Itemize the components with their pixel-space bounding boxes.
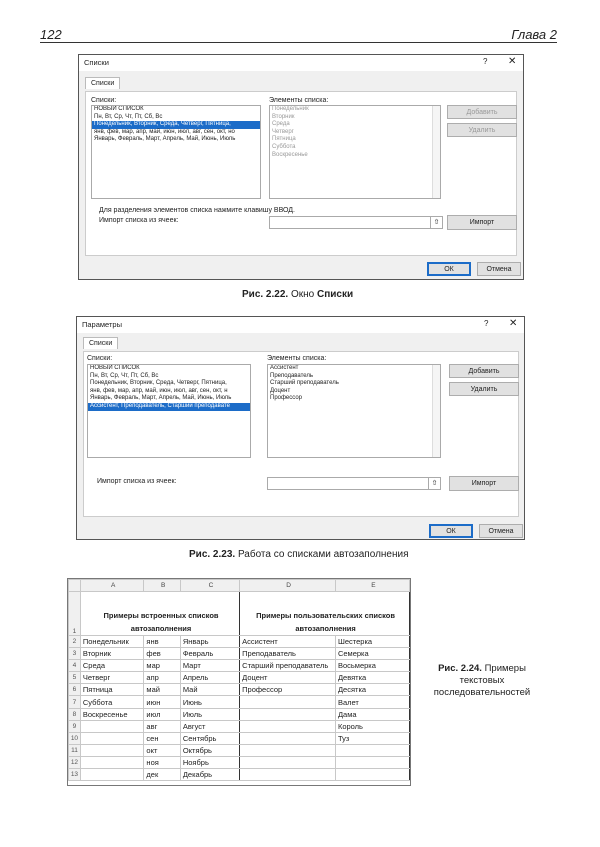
table-row — [69, 636, 410, 648]
close-icon[interactable]: ✕ — [509, 318, 518, 329]
table-cell[interactable]: окт — [144, 744, 180, 756]
table-cell[interactable]: Суббота — [80, 696, 144, 708]
table-cell[interactable]: Июль — [180, 708, 239, 720]
list-item[interactable]: Понедельник, Вторник, Среда, Четверг, Пятница, — [90, 380, 227, 387]
table-cell[interactable] — [240, 769, 336, 781]
table-cell[interactable]: Февраль — [180, 648, 239, 660]
import-range-input[interactable] — [269, 216, 443, 229]
table-cell[interactable] — [240, 708, 336, 720]
table-cell[interactable] — [80, 744, 144, 756]
row-header[interactable]: 2 — [69, 636, 81, 648]
list-item[interactable]: Пятница — [272, 136, 296, 143]
table-row — [69, 696, 410, 708]
list-item[interactable]: Ассистент, Преподаватель, Старший преподавате — [88, 403, 250, 411]
import-button[interactable]: Импорт — [447, 215, 517, 230]
figure-caption — [242, 289, 353, 300]
caption-text: Работа со списками автозаполнения — [235, 549, 409, 560]
ok-button[interactable]: ОК — [429, 524, 473, 538]
table-cell[interactable]: Сентябрь — [180, 732, 239, 744]
row-header[interactable]: 10 — [69, 732, 81, 744]
table-cell[interactable]: Вторник — [80, 648, 144, 660]
table-cell[interactable]: Четверг — [80, 672, 144, 684]
table-cell[interactable]: Туз — [335, 732, 409, 744]
table-row — [69, 769, 410, 781]
row-header[interactable]: 5 — [69, 672, 81, 684]
table-cell[interactable]: ноя — [144, 756, 180, 768]
table-cell[interactable]: май — [144, 684, 180, 696]
table-cell[interactable]: Десятка — [335, 684, 409, 696]
tab-lists[interactable]: Списки — [85, 77, 120, 89]
table-cell[interactable]: сен — [144, 732, 180, 744]
collapse-icon[interactable]: ⇧ — [430, 217, 442, 228]
list-item[interactable]: Старший преподаватель — [270, 380, 339, 387]
table-cell[interactable] — [240, 744, 336, 756]
list-item[interactable]: Ассистент — [270, 365, 299, 371]
row-header[interactable]: 1 — [69, 592, 81, 636]
table-cell[interactable]: Восьмерка — [335, 660, 409, 672]
table-cell[interactable]: июн — [144, 696, 180, 708]
add-button[interactable]: Добавить — [447, 105, 517, 119]
list-item[interactable]: янв, фев, мар, апр, май, июн, июл, авг, сен, окт, но — [94, 128, 235, 135]
table-row — [69, 744, 410, 756]
column-header[interactable]: E — [335, 580, 409, 592]
list-item[interactable]: Январь, Февраль, Март, Апрель, Май, Июнь, Июль — [90, 395, 232, 402]
lists-label: Списки: — [91, 97, 117, 104]
table-cell[interactable]: Октябрь — [180, 744, 239, 756]
table-cell[interactable] — [80, 720, 144, 732]
list-item[interactable]: Пн, Вт, Ср, Чт, Пт, Сб, Вс — [94, 113, 163, 120]
dialog-titlebar — [77, 317, 524, 333]
custom-lists-listbox[interactable] — [91, 105, 261, 199]
spreadsheet-grid — [68, 579, 410, 781]
collapse-icon[interactable]: ⇧ — [428, 478, 440, 489]
table-cell[interactable]: Ассистент — [240, 636, 336, 648]
header-rule — [40, 42, 557, 43]
table-cell[interactable]: Валет — [335, 696, 409, 708]
chapter-title: Глава 2 — [511, 27, 557, 42]
table-cell[interactable]: Июнь — [180, 696, 239, 708]
column-header[interactable]: C — [180, 580, 239, 592]
table-cell[interactable]: Январь — [180, 636, 239, 648]
table-cell[interactable]: Доцент — [240, 672, 336, 684]
table-cell[interactable]: Семерка — [335, 648, 409, 660]
list-item[interactable]: Суббота — [272, 143, 296, 150]
table-cell[interactable]: Шестерка — [335, 636, 409, 648]
row-header[interactable]: 3 — [69, 648, 81, 660]
list-item[interactable]: НОВЫЙ СПИСОК — [94, 106, 144, 112]
list-item[interactable]: Понедельник, Вторник, Среда, Четверг, Пятница, — [92, 121, 260, 129]
cancel-button[interactable]: Отмена — [477, 262, 521, 276]
delete-button[interactable]: Удалить — [449, 382, 519, 396]
table-cell[interactable]: Понедельник — [80, 636, 144, 648]
table-cell[interactable] — [80, 732, 144, 744]
table-cell[interactable]: дек — [144, 769, 180, 781]
table-cell[interactable]: Дама — [335, 708, 409, 720]
table-row — [69, 732, 410, 744]
caption-number: Рис. 2.22. — [242, 289, 289, 300]
table-row — [69, 648, 410, 660]
list-item[interactable]: Профессор — [270, 395, 303, 402]
column-header[interactable]: A — [80, 580, 144, 592]
page-number: 122 — [40, 27, 62, 42]
table-cell[interactable] — [240, 756, 336, 768]
row-header[interactable]: 13 — [69, 769, 81, 781]
table-row — [69, 672, 410, 684]
table-cell[interactable]: авг — [144, 720, 180, 732]
table-cell[interactable]: Ноябрь — [180, 756, 239, 768]
builtin-lists-header: Примеры встроенных списков автозаполнения — [80, 592, 239, 636]
column-header[interactable]: B — [144, 580, 180, 592]
custom-lists-header: Примеры пользовательских списков автозаполнения — [240, 592, 410, 636]
dialog-title: Параметры — [82, 320, 122, 329]
figure-caption — [189, 549, 409, 560]
list-item[interactable]: янв, фев, мар, апр, май, июн, июл, авг, сен, окт, н — [90, 387, 228, 394]
table-cell[interactable]: Декабрь — [180, 769, 239, 781]
cancel-button[interactable]: Отмена — [479, 524, 523, 538]
table-row — [69, 684, 410, 696]
table-cell[interactable]: апр — [144, 672, 180, 684]
help-icon[interactable]: ? — [484, 319, 489, 328]
list-item[interactable]: Пн, Вт, Ср, Чт, Пт, Сб, Вс — [90, 372, 159, 379]
table-cell[interactable]: Девятка — [335, 672, 409, 684]
table-cell[interactable]: фев — [144, 648, 180, 660]
caption-text: Окно — [288, 289, 317, 300]
table-cell[interactable]: Август — [180, 720, 239, 732]
parameters-dialog — [76, 316, 525, 540]
close-icon[interactable]: ✕ — [508, 56, 517, 67]
list-entries-box[interactable] — [269, 105, 441, 199]
dialog-titlebar — [79, 55, 523, 71]
table-cell[interactable]: июл — [144, 708, 180, 720]
row-header[interactable]: 7 — [69, 696, 81, 708]
table-cell[interactable] — [240, 720, 336, 732]
spreadsheet — [67, 578, 411, 786]
table-cell[interactable]: Среда — [80, 660, 144, 672]
tab-lists[interactable]: Списки — [83, 337, 118, 349]
delete-button[interactable]: Удалить — [447, 123, 517, 137]
help-icon[interactable]: ? — [483, 57, 488, 66]
table-cell[interactable] — [80, 756, 144, 768]
caption-number: Рис. 2.23. — [189, 549, 236, 560]
table-cell[interactable]: мар — [144, 660, 180, 672]
list-item[interactable]: НОВЫЙ СПИСОК — [90, 365, 140, 371]
table-row — [69, 756, 410, 768]
list-item[interactable]: Среда — [272, 121, 290, 128]
import-range-input[interactable] — [267, 477, 441, 490]
table-cell[interactable]: Старший преподаватель — [240, 660, 336, 672]
list-entries-box[interactable] — [267, 364, 441, 458]
lists-label: Списки: — [87, 355, 113, 362]
list-item[interactable]: Январь, Февраль, Март, Апрель, Май, Июнь, Июль — [94, 136, 236, 143]
list-item[interactable]: Воскресенье — [272, 151, 308, 158]
table-cell[interactable] — [240, 696, 336, 708]
import-button[interactable]: Импорт — [449, 476, 519, 491]
list-item[interactable]: Преподаватель — [270, 372, 314, 379]
table-row — [69, 720, 410, 732]
select-all-corner[interactable] — [69, 580, 81, 592]
add-button[interactable]: Добавить — [449, 364, 519, 378]
table-cell[interactable]: Профессор — [240, 684, 336, 696]
custom-lists-listbox[interactable] — [87, 364, 251, 458]
table-cell[interactable]: Март — [180, 660, 239, 672]
row-header[interactable]: 8 — [69, 708, 81, 720]
row-header[interactable]: 11 — [69, 744, 81, 756]
lists-dialog — [78, 54, 524, 280]
caption-text: Примеры текстовых последовательностей — [433, 663, 531, 698]
dialog-title: Списки — [84, 58, 109, 67]
list-item[interactable]: Вторник — [272, 113, 295, 120]
separator-hint: Для разделения элементов списка нажмите клавишу ВВОД. — [99, 207, 295, 214]
scrollbar[interactable] — [432, 365, 440, 457]
row-header[interactable]: 12 — [69, 756, 81, 768]
list-item[interactable]: Четверг — [272, 128, 294, 135]
table-cell[interactable]: Воскресенье — [80, 708, 144, 720]
scrollbar[interactable] — [432, 106, 440, 198]
table-cell[interactable]: Апрель — [180, 672, 239, 684]
table-cell[interactable] — [335, 744, 409, 756]
table-cell[interactable] — [240, 732, 336, 744]
list-item[interactable]: Доцент — [270, 387, 291, 394]
caption-number: Рис. 2.24. — [438, 663, 482, 674]
table-row — [69, 660, 410, 672]
list-item[interactable]: Понедельник — [272, 106, 309, 112]
caption-bold-text: Списки — [316, 289, 354, 300]
import-label: Импорт списка из ячеек: — [99, 217, 179, 224]
figure-caption — [420, 663, 544, 699]
table-cell[interactable]: Преподаватель — [240, 648, 336, 660]
table-cell[interactable] — [335, 756, 409, 768]
table-row — [69, 708, 410, 720]
row-header[interactable]: 4 — [69, 660, 81, 672]
column-header[interactable]: D — [240, 580, 336, 592]
table-cell[interactable]: Пятница — [80, 684, 144, 696]
table-cell[interactable]: янв — [144, 636, 180, 648]
ok-button[interactable]: ОК — [427, 262, 471, 276]
table-cell[interactable] — [80, 769, 144, 781]
table-cell[interactable]: Май — [180, 684, 239, 696]
list-entries-label: Элементы списка: — [269, 97, 329, 104]
row-header[interactable]: 6 — [69, 684, 81, 696]
table-cell[interactable] — [335, 769, 409, 781]
list-entries-label: Элементы списка: — [267, 355, 327, 362]
import-label: Импорт списка из ячеек: — [97, 478, 177, 485]
table-cell[interactable]: Король — [335, 720, 409, 732]
row-header[interactable]: 9 — [69, 720, 81, 732]
